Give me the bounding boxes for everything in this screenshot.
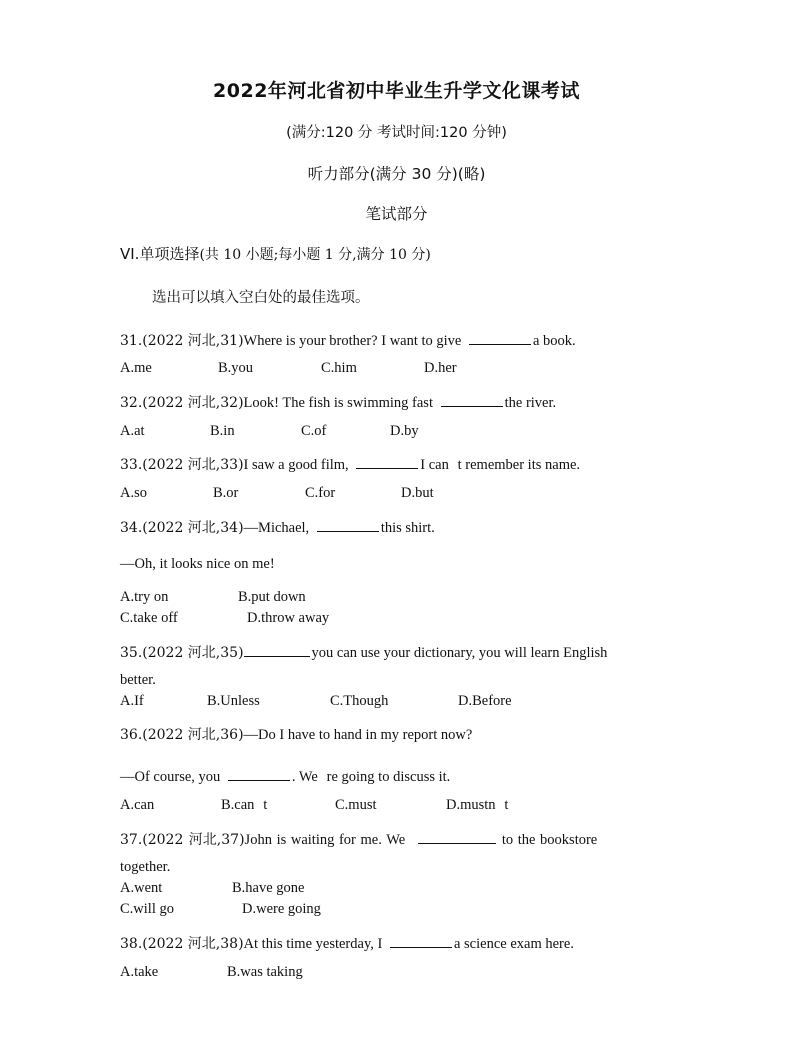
option-d: D.were going <box>242 901 321 917</box>
question-text: —Do I have to hand in my report now? <box>243 727 473 743</box>
option-c: C.of <box>301 423 327 439</box>
question-text-after: to the bookstore <box>501 832 598 848</box>
option-d: D.her <box>424 360 457 376</box>
option-d: D.throw away <box>247 610 330 626</box>
question-source: 35.(2022 河北,35) <box>120 645 244 661</box>
question-32 <box>120 391 556 412</box>
question-text: I saw a good film, <box>243 457 353 473</box>
question-35 <box>120 641 607 662</box>
option-a: A.can <box>120 797 155 813</box>
written-section-title: 笔试部分 <box>365 205 428 223</box>
section-heading-note: (共 10 小题;每小题 1 分,满分 10 分) <box>199 247 431 263</box>
option-c: C.him <box>321 360 357 376</box>
section-instruction: 选出可以填入空白处的最佳选项。 <box>152 290 370 306</box>
option-b: B.have gone <box>232 880 305 896</box>
option-c: C.must <box>335 797 377 813</box>
question-text-after: I cant remember its name. <box>420 457 581 473</box>
section-heading <box>120 243 431 264</box>
question-text: Where is your brother? I want to give <box>243 333 465 349</box>
option-a: A.so <box>120 485 147 501</box>
exam-title: 2022年河北省初中毕业生升学文化课考试 <box>213 80 580 102</box>
option-a: A.take <box>120 964 159 980</box>
reply-text: —Of course, you <box>120 769 224 785</box>
answer-blank <box>390 932 452 948</box>
answer-blank <box>228 765 290 781</box>
question-36 <box>120 724 472 744</box>
answer-blank <box>469 329 531 345</box>
option-b: B.in <box>210 423 235 439</box>
listening-section-title: 听力部分(满分 30 分)(略) <box>307 165 486 183</box>
dialogue-reply: —Oh, it looks nice on me! <box>120 556 275 572</box>
option-b: B.Unless <box>207 693 260 709</box>
option-d: D.by <box>390 423 419 439</box>
answer-blank <box>418 828 496 844</box>
option-b: B.put down <box>238 589 306 605</box>
question-38 <box>120 932 574 953</box>
option-c: C.Though <box>330 693 389 709</box>
dialogue-reply <box>120 765 450 786</box>
question-33 <box>120 453 580 474</box>
question-31 <box>120 329 576 350</box>
question-text: At this time yesterday, I <box>243 936 386 952</box>
option-b: B.was taking <box>227 964 303 980</box>
question-text: —Michael, <box>243 520 313 536</box>
question-34 <box>120 516 435 537</box>
question-source: 31.(2022 河北,31) <box>120 333 244 349</box>
question-text-after: this shirt. <box>380 520 435 536</box>
option-b: B.or <box>213 485 239 501</box>
question-source: 37.(2022 河北,37) <box>120 832 245 848</box>
question-text-after: a science exam here. <box>453 936 574 952</box>
question-text-after: you can use your dictionary, you will learn English <box>311 645 608 661</box>
option-c: C.for <box>305 485 336 501</box>
option-c: C.take off <box>120 610 178 626</box>
question-source: 34.(2022 河北,34) <box>120 520 244 536</box>
question-text-after: the river. <box>504 395 557 411</box>
question-37 <box>120 828 597 849</box>
option-b: B.you <box>218 360 254 376</box>
option-a: A.at <box>120 423 145 439</box>
section-heading-label: VI.单项选择 <box>120 245 200 263</box>
question-source: 36.(2022 河北,36) <box>120 727 244 743</box>
exam-subtitle: (满分:120 分 考试时间:120 分钟) <box>286 125 507 141</box>
option-d: D.but <box>401 485 434 501</box>
question-source: 33.(2022 河北,33) <box>120 457 244 473</box>
question-source: 38.(2022 河北,38) <box>120 936 244 952</box>
question-source: 32.(2022 河北,32) <box>120 395 244 411</box>
option-a: A.me <box>120 360 152 376</box>
option-d: D.Before <box>458 693 512 709</box>
answer-blank <box>317 516 379 532</box>
question-continuation: together. <box>120 859 171 875</box>
answer-blank <box>244 641 310 657</box>
option-a: A.went <box>120 880 163 896</box>
question-text-after: a book. <box>533 333 576 349</box>
question-continuation: better. <box>120 672 156 688</box>
option-b: B.cant <box>221 797 268 813</box>
question-text: John is waiting for me. We <box>244 832 410 848</box>
option-d: D.mustnt <box>446 797 509 813</box>
answer-blank <box>356 453 418 469</box>
option-a: A.try on <box>120 589 169 605</box>
option-a: A.If <box>120 693 144 709</box>
answer-blank <box>441 391 503 407</box>
option-c: C.will go <box>120 901 174 917</box>
question-text: Look! The fish is swimming fast <box>243 395 437 411</box>
reply-text-after: . Were going to discuss it. <box>291 769 451 785</box>
